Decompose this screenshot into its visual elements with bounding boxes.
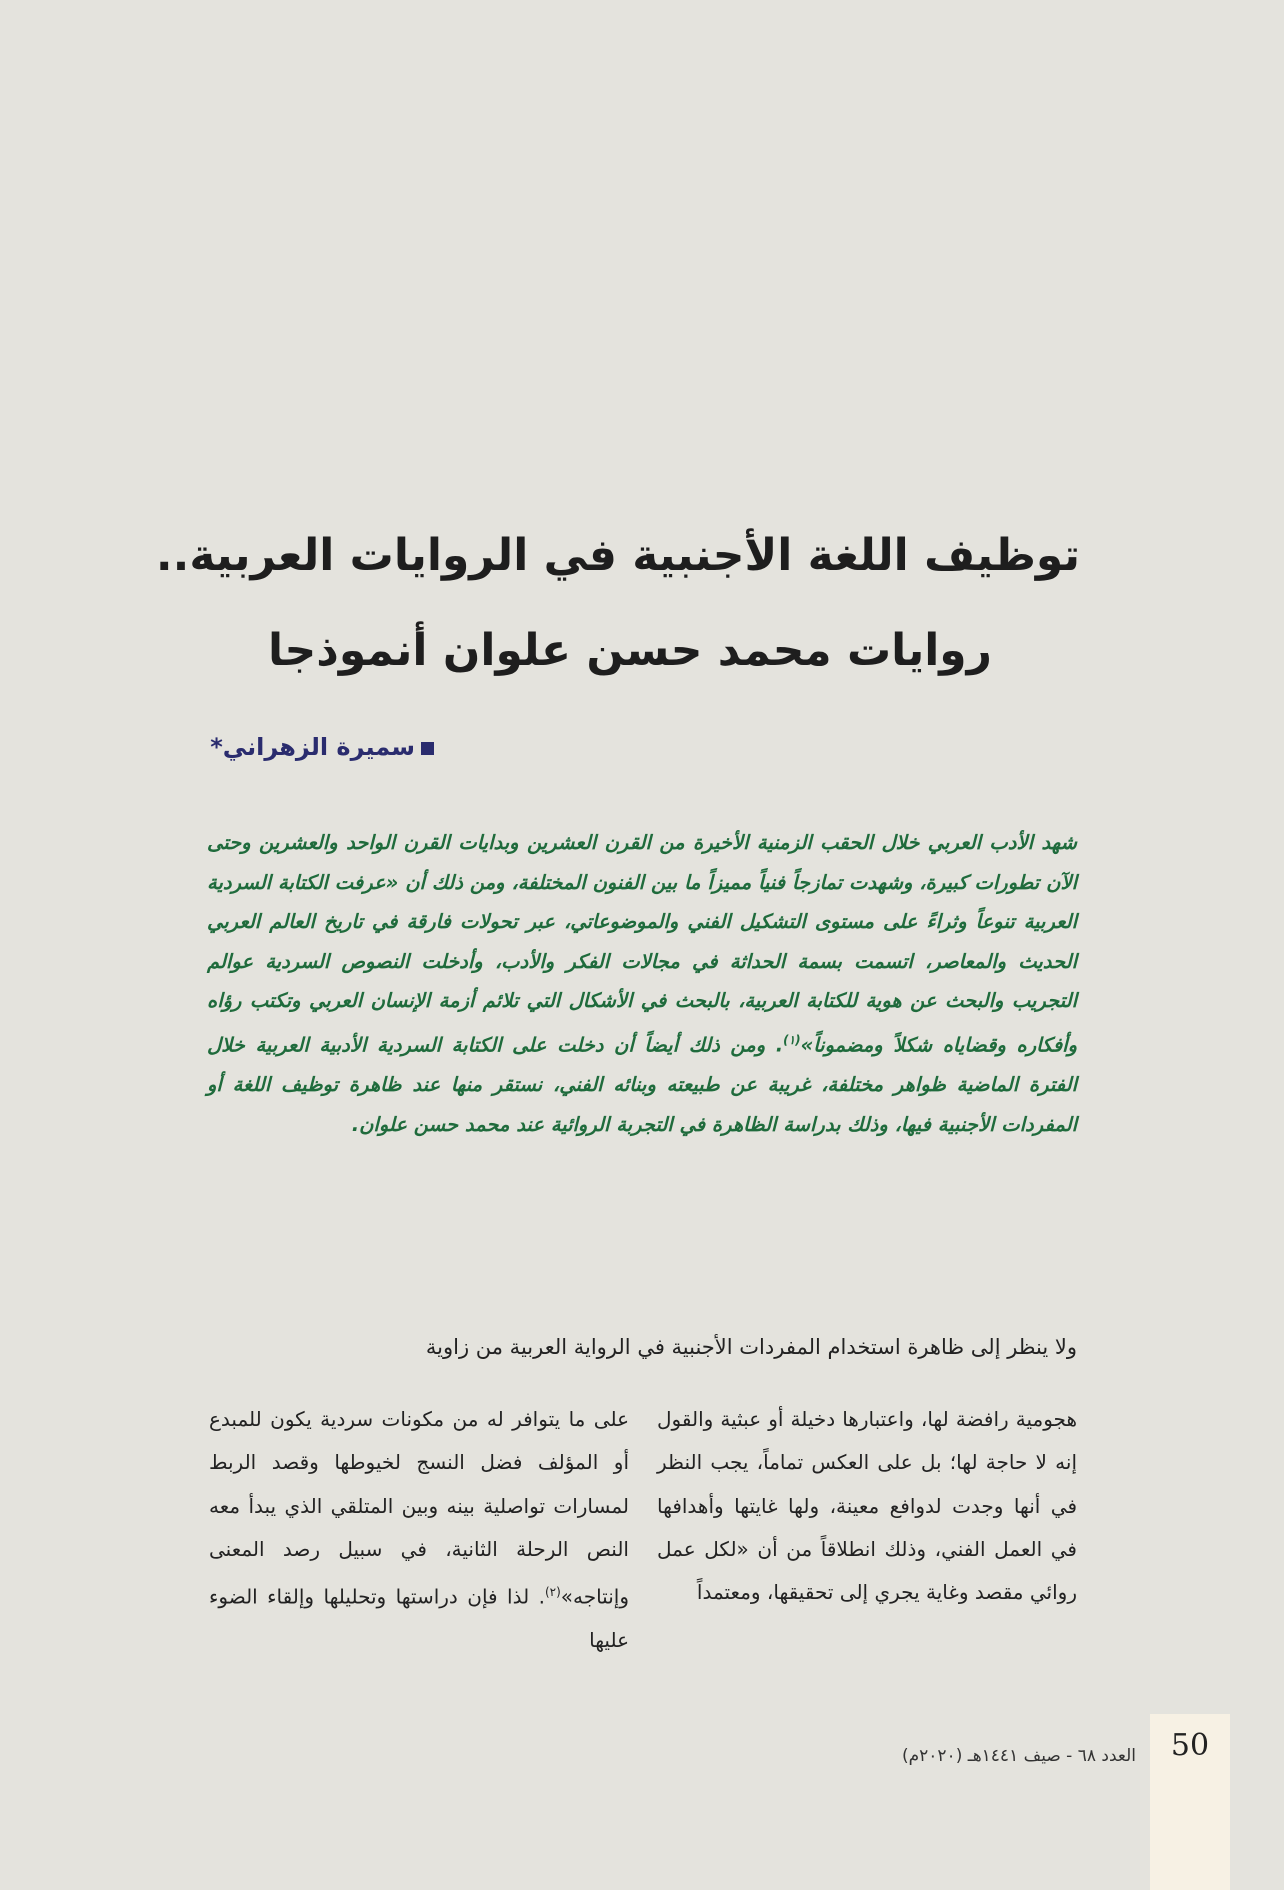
body-column-right: هجومية رافضة لها، واعتبارها دخيلة أو عبثية والقول إنه لا حاجة لها؛ بل على العكس تماماً، يجب النظر في أنها وجدت لدوافع معينة، ولها غايتها وأهدافها في العمل الفني، وذلك انطلاقاً من أن «لكل عمل روائي مقصد وغاية يجري إلى تحقيقها، ومعتمداً [657, 1407, 1077, 1605]
body-column-left [209, 1398, 629, 1662]
body-left-text: على ما يتوافر له من مكونات سردية يكون للمبدع أو المؤلف فضل النسج لخيوطها وقصد الربط لمسارات تواصلية بينه وبين المتلقي الذي يبدأ معه النص الرحلة الثانية، في سبيل رصد المعنى وإنتاجه» [209, 1407, 629, 1609]
footnote-ref-1: (١) [783, 1032, 801, 1047]
abstract-paragraph [207, 823, 1077, 1144]
square-bullet-icon [421, 742, 434, 755]
author-line [210, 733, 434, 761]
abstract-text: شهد الأدب العربي خلال الحقب الزمنية الأخيرة من القرن العشرين وبدايات القرن الواحد والعشرين وحتى الآن تطورات كبيرة، وشهدت تمازجاً فنياً مميزاً ما بين الفنون المختلفة، ومن ذلك أن «عرفت الكتابة السردية العربية تنوعاً وثراءً على مستوى التشكيل الفني والموضوعاتي، عبر تحولات فارقة في تاريخ العالم العربي الحديث والمعاصر، اتسمت بسمة الحداثة في مجالات الفكر والأدب، وأدخلت النصوص السردية عوالم التجريب والبحث عن هوية للكتابة العربية، بالبحث في الأشكال التي تلائم أزمة الإنسان العربي وتكتب رؤاه وأفكاره وقضاياه شكلاً ومضموناً» [207, 831, 1077, 1057]
page-number: 50 [1170, 1728, 1210, 1763]
body-left-text-continued: . لذا فإن دراستها وتحليلها وإلقاء الضوء عليها [209, 1584, 629, 1653]
abstract-text-continued: . ومن ذلك أيضاً أن دخلت على الكتابة السردية الأدبية العربية خلال الفترة الماضية ظواهر مختلفة، غريبة عن طبيعته وبنائه الفني، نستقر منها عند ظاهرة توظيف اللغة أو المفردات الأجنبية فيها، وذلك بدراسة الظاهرة في التجربة الروائية عند محمد حسن علوان. [207, 1033, 1077, 1136]
article-title-line-1: توظيف اللغة الأجنبية في الروايات العربية.. [155, 530, 1080, 581]
footnote-ref-2: (٢) [544, 1585, 561, 1600]
article-title-line-2: روايات محمد حسن علوان أنموذجا [268, 625, 992, 676]
issue-info: العدد ٦٨ - صيف ١٤٤١هـ (٢٠٢٠م) [901, 1746, 1136, 1766]
intro-line: ولا ينظر إلى ظاهرة استخدام المفردات الأجنبية في الرواية العربية من زاوية [425, 1335, 1077, 1359]
author-name: سميرة الزهراني* [210, 733, 415, 761]
